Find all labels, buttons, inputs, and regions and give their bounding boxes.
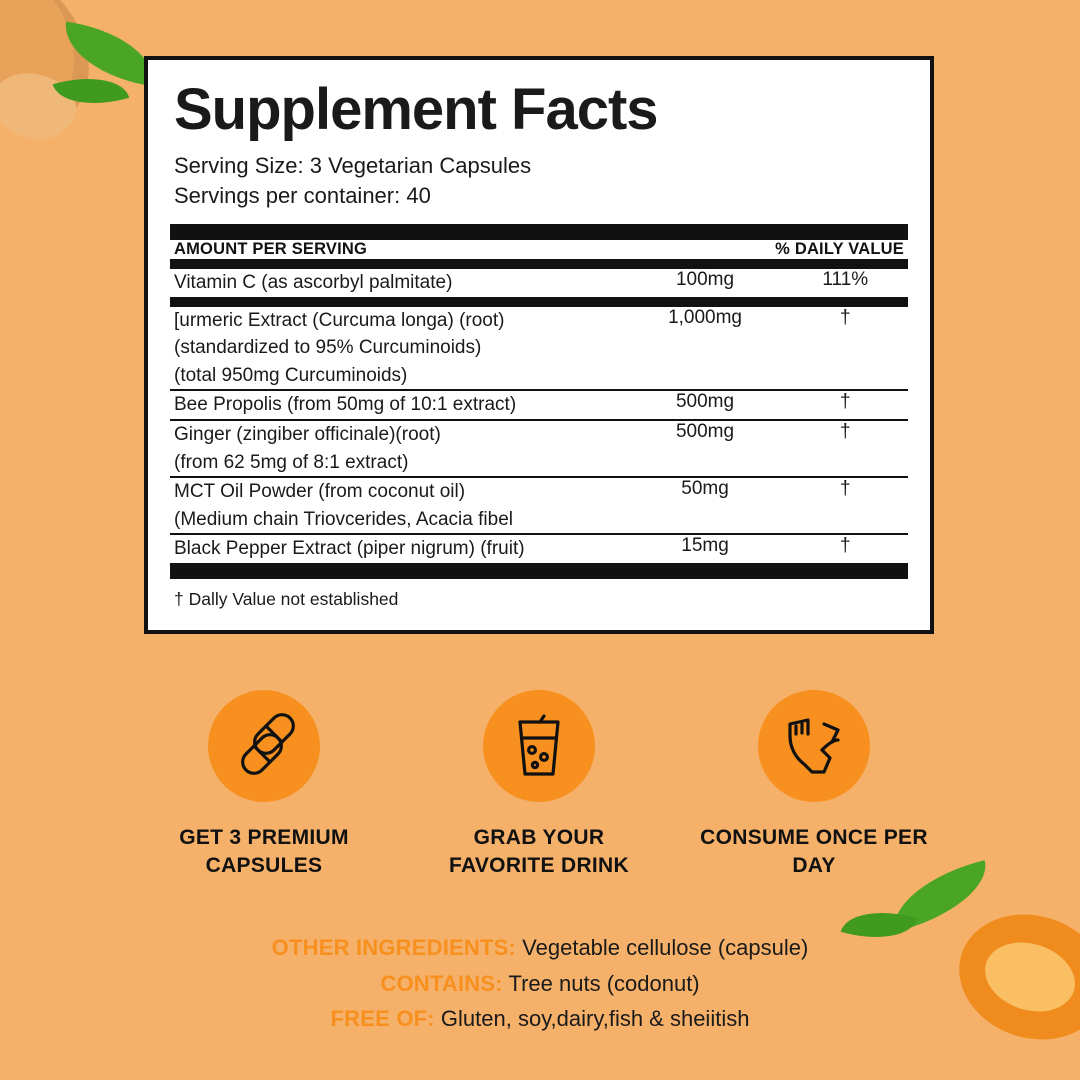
ingredient-amount: 100mg bbox=[675, 269, 735, 291]
supplement-facts-rows-2 bbox=[170, 307, 908, 563]
ingredient-name bbox=[170, 420, 628, 477]
supplement-facts-table bbox=[170, 240, 908, 259]
ingredient-daily-value: † bbox=[783, 390, 908, 420]
note-value: Vegetable cellulose (capsule) bbox=[516, 935, 809, 960]
ingredient-amount: 1,000mg bbox=[628, 307, 783, 391]
ingredient-daily-value: 111% bbox=[822, 269, 869, 291]
ingredient-notes bbox=[0, 930, 1080, 1037]
note-free-of bbox=[0, 1001, 1080, 1037]
table-header-row bbox=[170, 240, 908, 259]
servings-per-container-text: Servings per container: 40 bbox=[174, 182, 431, 208]
ingredient-name bbox=[170, 307, 628, 391]
page-title: Supplement Facts bbox=[174, 77, 658, 142]
note-contains bbox=[0, 966, 1080, 1002]
ingredient-name-line: (standardized to 95% Curcuminoids) bbox=[174, 337, 482, 359]
ingredient-amount: 50mg bbox=[628, 477, 783, 534]
note-label: FREE OF: bbox=[330, 1006, 435, 1032]
usage-step-2 bbox=[419, 690, 659, 881]
usage-steps bbox=[144, 690, 934, 881]
ingredient-name-line: Ginger (zingiber officinale)(root) bbox=[174, 424, 441, 445]
note-other-ingredients bbox=[0, 930, 1080, 966]
ingredient-name bbox=[170, 477, 628, 534]
supplement-facts-rows bbox=[170, 269, 908, 297]
drink-glass-icon bbox=[506, 710, 572, 782]
ingredient-daily-value: † bbox=[839, 535, 851, 557]
ingredient-name-line: (Medium chain Triovcerides, Acacia fibel bbox=[174, 508, 513, 530]
ingredient-name-line: [urmeric Extract (Curcuma longa) (root) bbox=[174, 309, 505, 331]
turmeric-slice-decor-top-left bbox=[0, 65, 82, 148]
daily-value-footnote: † Dally Value not established bbox=[174, 588, 399, 609]
turmeric-root-decor-top-left bbox=[0, 0, 110, 149]
column-header-amount: AMOUNT PER SERVING bbox=[174, 240, 368, 259]
capsules-icon bbox=[228, 710, 300, 782]
serving-size-text: Serving Size: 3 Vegetarian Capsules bbox=[174, 152, 532, 178]
note-label: CONTAINS: bbox=[380, 970, 503, 996]
table-row bbox=[170, 477, 908, 534]
usage-step-1 bbox=[144, 690, 384, 881]
note-value: Gluten, soy,dairy,fish & sheiitish bbox=[434, 1006, 750, 1032]
table-row bbox=[170, 390, 908, 420]
ingredient-daily-value: † bbox=[783, 307, 908, 391]
usage-step-3 bbox=[694, 690, 934, 881]
table-row bbox=[170, 534, 908, 563]
supplement-facts-panel bbox=[144, 56, 934, 634]
ingredient-daily-value: † bbox=[783, 477, 908, 534]
ingredient-name: Black Pepper Extract (piper nigrum) (fruit) bbox=[174, 538, 525, 560]
note-label: OTHER INGREDIENTS: bbox=[271, 935, 517, 960]
ingredient-amount: 500mg bbox=[628, 420, 783, 477]
ingredient-name: Vitamin C (as ascorbyl palmitate) bbox=[174, 272, 453, 294]
hand-pouring-icon bbox=[778, 710, 850, 782]
rule-thick-bottom bbox=[170, 563, 908, 579]
step-label: GRAB YOUR FAVORITE DRINK bbox=[449, 826, 629, 878]
ingredient-amount: 15mg bbox=[681, 535, 729, 557]
step-icon-circle bbox=[208, 690, 320, 802]
step-label: CONSUME ONCE PER DAY bbox=[700, 826, 928, 878]
rule-thick-top bbox=[170, 224, 908, 240]
step-icon-circle bbox=[758, 690, 870, 802]
ingredient-name-line: (total 950mg Curcuminoids) bbox=[174, 364, 408, 386]
column-header-daily-value: % DAILY VALUE bbox=[775, 240, 904, 259]
leaf-decor-top-left-small bbox=[53, 65, 130, 117]
table-row bbox=[170, 420, 908, 477]
ingredient-amount: 500mg bbox=[628, 390, 783, 420]
rule-medium-under-vitamin-c bbox=[170, 297, 908, 307]
table-row bbox=[170, 307, 908, 391]
step-icon-circle bbox=[483, 690, 595, 802]
note-value: Tree nuts (codonut) bbox=[502, 970, 700, 996]
table-row bbox=[170, 269, 908, 297]
ingredient-name-line: MCT Oil Powder (from coconut oil) bbox=[174, 481, 466, 503]
ingredient-name: Bee Propolis (from 50mg of 10:1 extract) bbox=[170, 390, 628, 420]
ingredient-daily-value: † bbox=[783, 420, 908, 477]
step-label: GET 3 PREMIUM CAPSULES bbox=[179, 826, 349, 878]
rule-medium-under-header bbox=[170, 259, 908, 269]
ingredient-name-line: (from 62 5mg of 8:1 extract) bbox=[174, 451, 409, 473]
